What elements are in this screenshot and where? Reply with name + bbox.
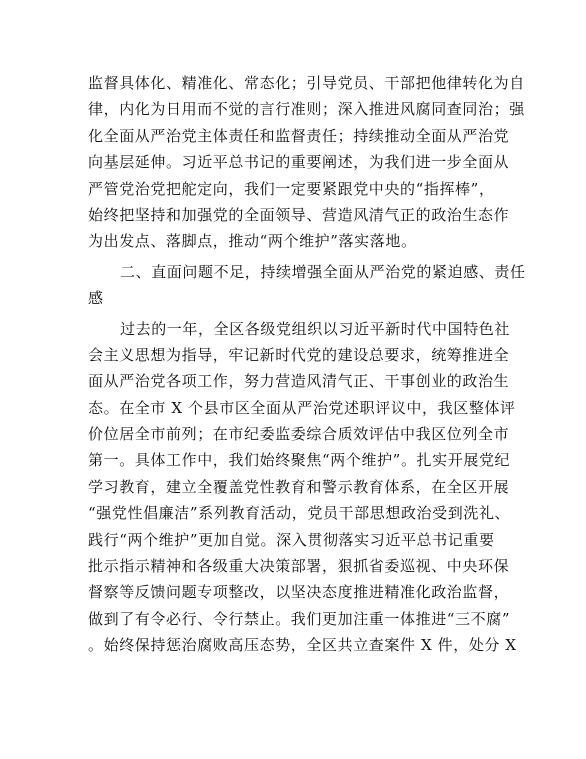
heading-line: 感 bbox=[88, 289, 104, 308]
text-line: “强党性倡廉洁”系列教育活动，党员干部思想政治受到洗礼、 bbox=[88, 504, 511, 523]
text-line: 学习教育，建立全覆盖党性教育和警示教育体系，在全区开展 bbox=[88, 477, 510, 496]
heading-line: 二、直面问题不足，持续增强全面从严治党的紧迫感、责任 bbox=[120, 262, 526, 281]
text-line: 化全面从严治党主体责任和监督责任；持续推动全面从严治党 bbox=[88, 126, 510, 145]
text-line: 批示指示精神和各级重大决策部署，狠抓省委巡视、中央环保 bbox=[88, 557, 510, 576]
text-line: 过去的一年，全区各级党组织以习近平新时代中国特色社 bbox=[120, 319, 511, 338]
text-line: 监督具体化、精准化、常态化；引导党员、干部把他律转化为自 bbox=[88, 74, 525, 92]
paragraph-2 bbox=[88, 316, 517, 659]
paragraph-1 bbox=[88, 70, 525, 255]
text-line: 会主义思想为指导，牢记新时代党的建设总要求，统筹推进全 bbox=[88, 345, 510, 364]
text-line: 向基层延伸。习近平总书记的重要阐述，为我们进一步全面从 bbox=[88, 153, 510, 172]
text-line: 督察等反馈问题专项整改，以坚决态度推进精准化政治监督， bbox=[88, 583, 510, 602]
text-line: 面从严治党各项工作，努力营造风清气正、干事创业的政治生 bbox=[88, 372, 510, 391]
text-line: 。始终保持惩治腐败高压态势，全区共立查案件 X 件，处分 X bbox=[88, 636, 517, 655]
text-line: 践行“两个维护”更加自觉。深入贯彻落实习近平总书记重要 bbox=[88, 530, 495, 549]
text-line: 第一。具体工作中，我们始终聚焦“两个维护”。扎实开展党纪 bbox=[88, 451, 511, 470]
text-line: 严管党治党把舵定向，我们一定要紧跟党中央的“指挥棒”， bbox=[88, 179, 495, 198]
document-body bbox=[88, 70, 526, 659]
text-line: 做到了有令必行、令行禁止。我们更加注重一体推进“三不腐” bbox=[88, 609, 511, 628]
text-line: 律，内化为日用而不觉的言行准则；深入推进风腐同查同治；强 bbox=[88, 100, 525, 119]
text-line: 为出发点、落脚点，推动“两个维护”落实落地。 bbox=[88, 232, 417, 251]
text-line: 始终把坚持和加强党的全面领导、营造风清气正的政治生态作 bbox=[88, 205, 510, 224]
text-line: 态。在全市 X 个县市区全面从严治党述职评议中，我区整体评 bbox=[88, 398, 516, 417]
text-line: 价位居全市前列；在市纪委监委综合质效评估中我区位列全市 bbox=[88, 425, 510, 444]
section-heading bbox=[88, 259, 526, 312]
